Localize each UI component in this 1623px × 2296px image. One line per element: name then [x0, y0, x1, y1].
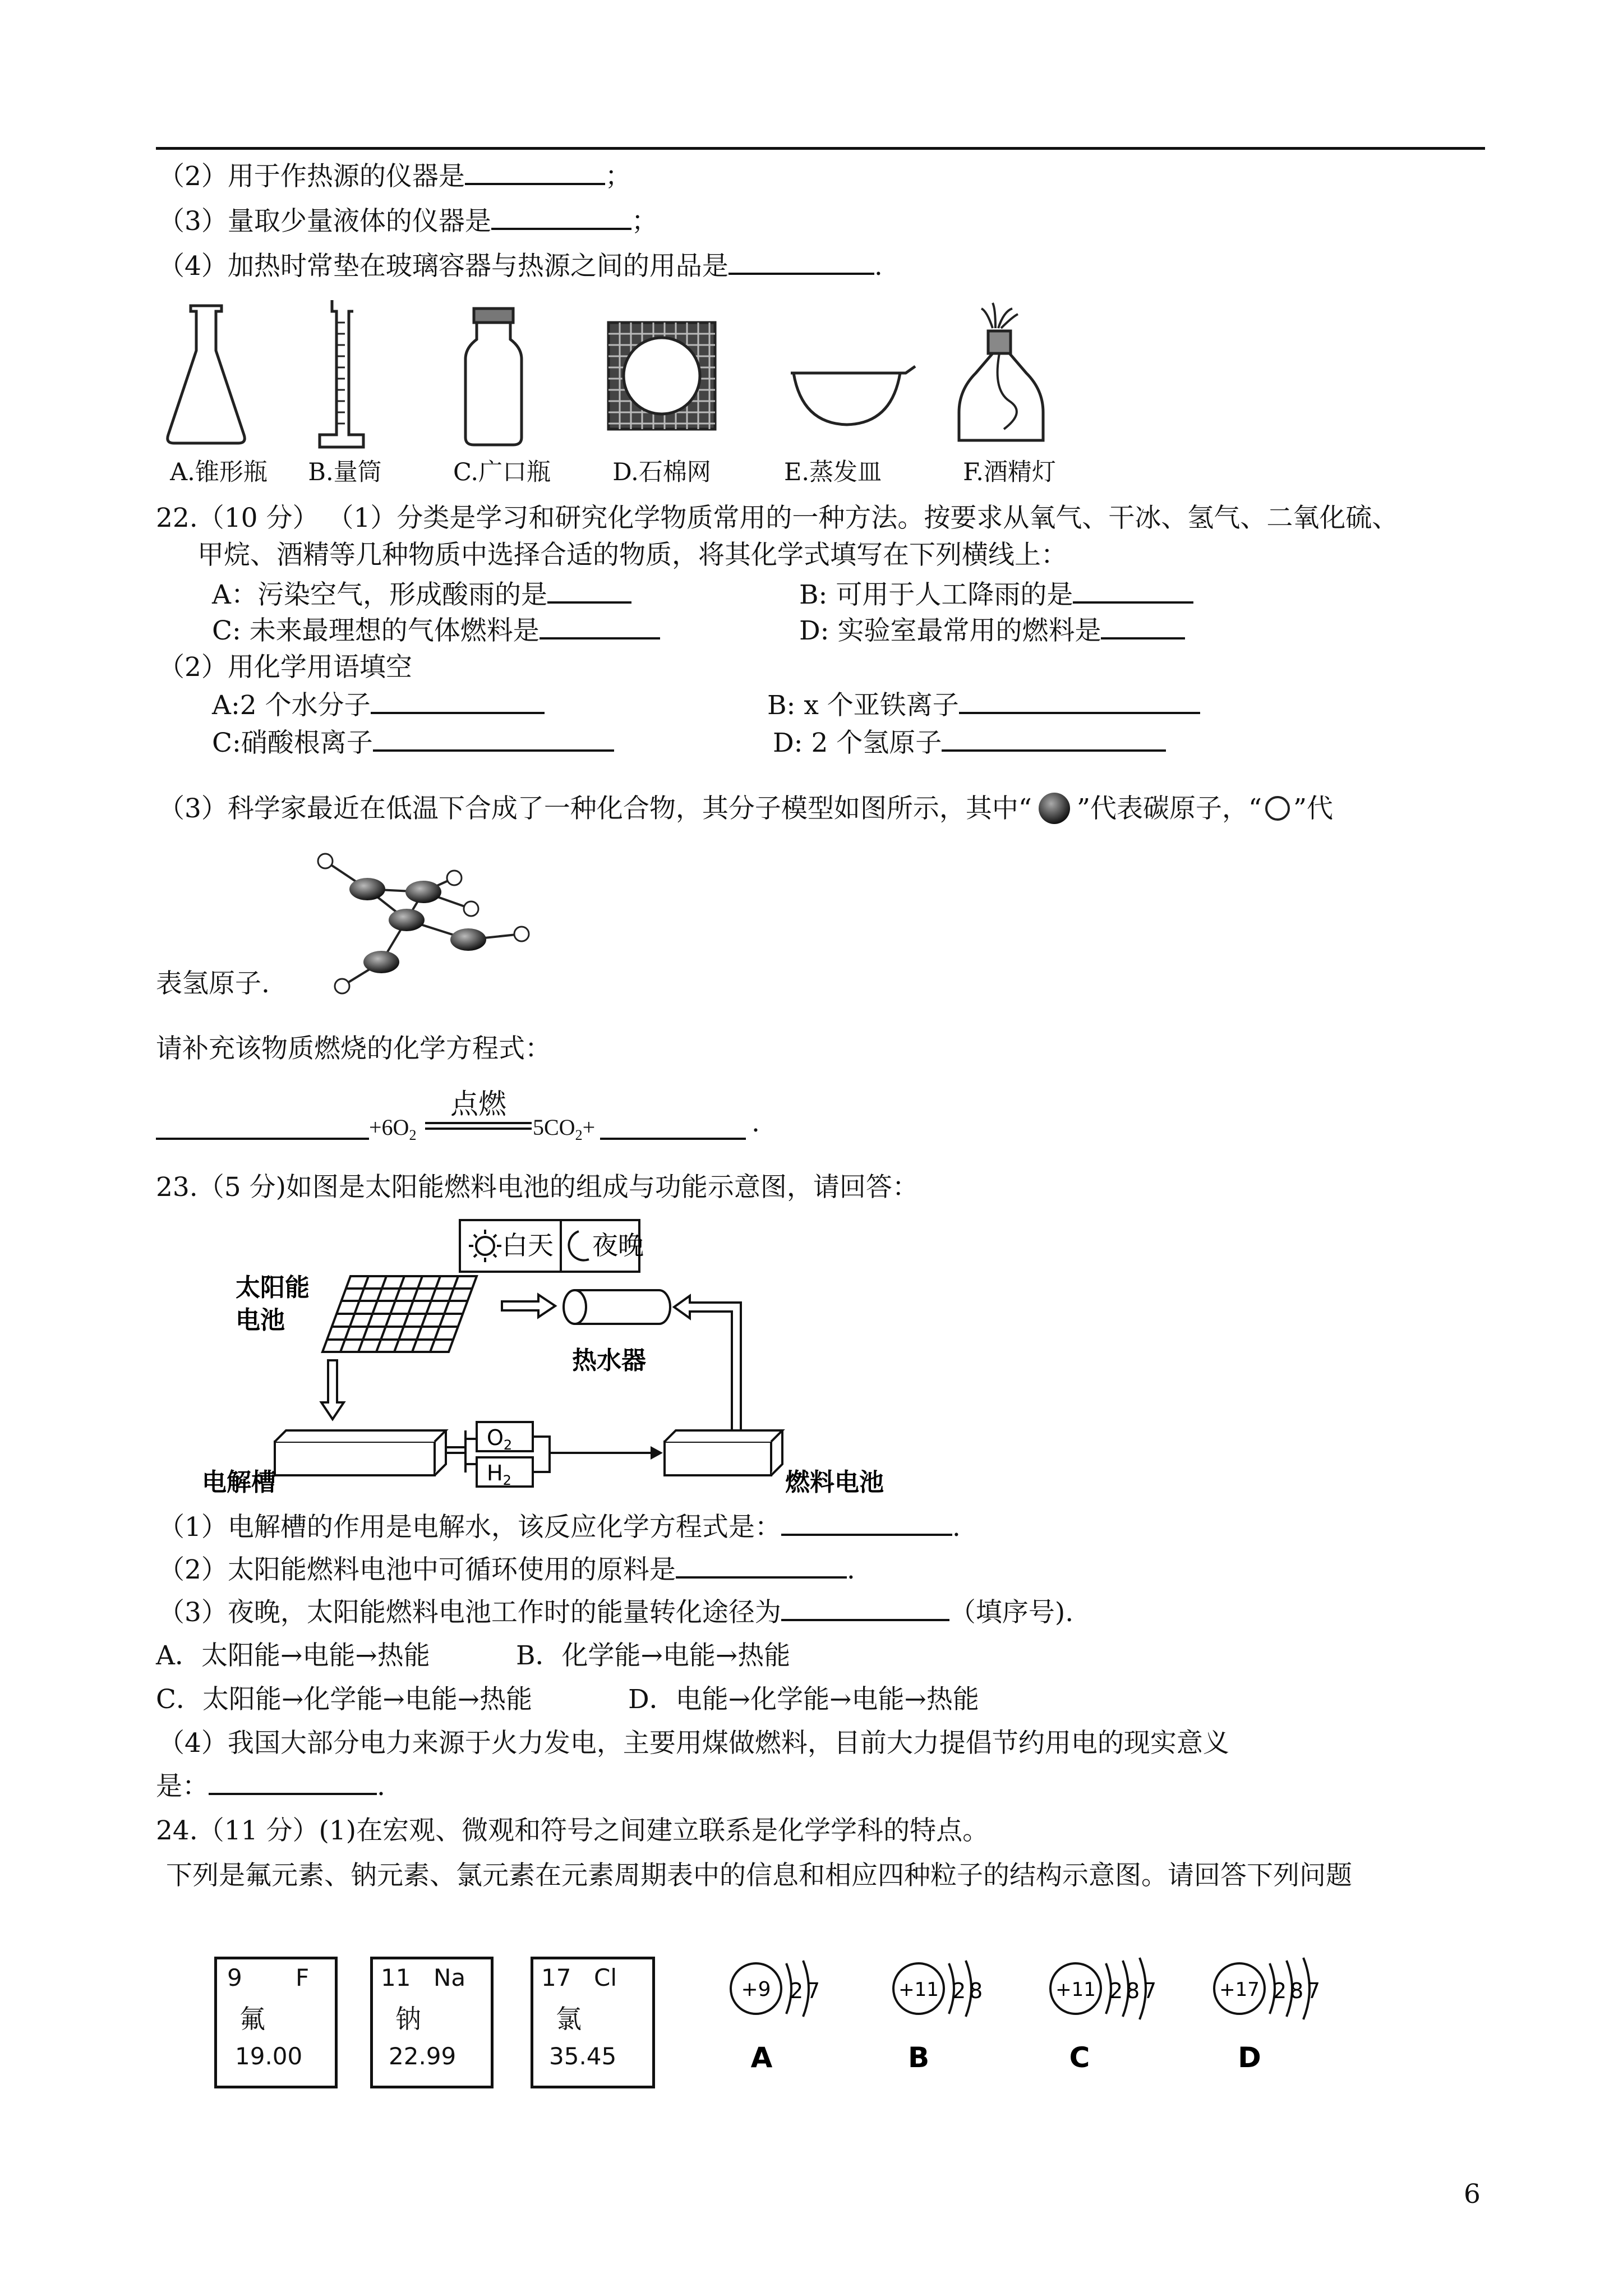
- shell-electrons: 7: [1307, 1978, 1321, 2003]
- answer-blank[interactable]: [156, 1113, 369, 1140]
- particle-structure-diagrams: [712, 1952, 1374, 2081]
- hydrogen-atom: [464, 901, 478, 916]
- particle-c-diagram: [1050, 1958, 1156, 2074]
- q23-part4: （4）我国大部分电力来源于火力发电，主要用煤做燃料，目前大力提倡节约用电的现实意义: [158, 1728, 1229, 1759]
- answer-blank[interactable]: [600, 1113, 746, 1140]
- equation-end: .: [751, 1107, 760, 1138]
- atomic-mass: 19.00: [235, 2042, 303, 2070]
- carbon-atom: [389, 909, 425, 931]
- wide-mouth-bottle-icon: [465, 309, 522, 445]
- electrolyzer-label: 电解槽: [202, 1468, 276, 1497]
- atomic-mass: 22.99: [389, 2042, 457, 2070]
- answer-blank[interactable]: [547, 577, 631, 604]
- answer-blank[interactable]: [1073, 577, 1193, 604]
- answer-blank[interactable]: [1101, 613, 1185, 639]
- q23-part4-cont: 是： .: [156, 1768, 385, 1805]
- carbon-atom: [363, 951, 399, 973]
- element-symbol: Cl: [594, 1964, 617, 1991]
- water-heater-icon: [564, 1290, 670, 1324]
- top-rule: [156, 147, 1485, 150]
- particle-b-diagram: [893, 1961, 983, 2074]
- element-card-fluorine: [214, 1957, 338, 2088]
- molecule-model: [314, 847, 583, 999]
- atomic-number: 17: [541, 1964, 571, 1991]
- instrument-label: B.量筒: [308, 458, 382, 486]
- element-name: 氟: [239, 2004, 265, 2034]
- q22-part2-d: D: 2 个氢原子: [773, 725, 1166, 761]
- nucleus-charge: +11: [1055, 1978, 1096, 2001]
- particle-a-diagram: [731, 1961, 820, 2074]
- q23-option-b: B．化学能→电能→热能: [516, 1640, 791, 1671]
- q22-item-d: D: 实验室最常用的燃料是: [799, 613, 1185, 649]
- q24-intro: 下列是氟元素、钠元素、氯元素在元素周期表中的信息和相应四种粒子的结构示意图。请回答下列问题: [166, 1860, 1352, 1891]
- shell-electrons: 7: [1143, 1978, 1157, 2003]
- graduated-cylinder-icon: [320, 300, 363, 447]
- hydrogen-atom: [514, 927, 529, 941]
- atomic-number: 11: [381, 1964, 411, 1991]
- q22-intro-line2: 甲烷、酒精等几种物质中选择合适的物质，将其化学式填写在下列横线上：: [197, 540, 1067, 570]
- answer-blank[interactable]: [371, 687, 545, 714]
- instrument-label: A.锥形瓶: [170, 458, 268, 486]
- answer-blank[interactable]: [373, 725, 614, 752]
- nucleus-charge: +17: [1219, 1978, 1260, 2001]
- q22-part2-b: B: x 个亚铁离子: [767, 687, 1200, 724]
- particle-label: D: [1238, 2041, 1261, 2074]
- q23-part3: （3）夜晚，太阳能燃料电池工作时的能量转化途径为 （填序号).: [158, 1594, 1073, 1631]
- answer-blank[interactable]: [540, 613, 660, 639]
- shell-electrons: 7: [806, 1978, 820, 2003]
- shell-electrons: 2: [790, 1978, 804, 2003]
- arrow-to-electrolyzer: [321, 1360, 344, 1419]
- asbestos-gauze-icon: [608, 323, 715, 429]
- fuel-cell-box: [665, 1430, 782, 1475]
- nucleus-charge: +11: [898, 1978, 939, 2001]
- night-label: 夜晚: [592, 1230, 644, 1260]
- reaction-condition: 点燃: [450, 1088, 506, 1120]
- answer-blank[interactable]: [465, 158, 605, 185]
- q22-part2-a: A:2 个水分子: [212, 687, 545, 724]
- instruments-figure: [151, 300, 1105, 480]
- q21-part4: （4）加热时常垫在玻璃容器与热源之间的用品是 .: [158, 248, 883, 284]
- equals-bar-top: [425, 1122, 532, 1124]
- carbon-atom: [349, 878, 385, 900]
- q23-part1: （1）电解槽的作用是电解水，该反应化学方程式是： .: [158, 1509, 961, 1545]
- conical-flask-icon: [168, 306, 245, 443]
- q23-title: 23.（5 分)如图是太阳能燃料电池的组成与功能示意图，请回答：: [156, 1172, 919, 1203]
- atomic-mass: 35.45: [549, 2042, 617, 2070]
- q23-option-c: C．太阳能→化学能→电能→热能: [156, 1684, 533, 1715]
- equation-co2: $5CO_2+$: [533, 1115, 596, 1143]
- hydrogen-atom: [335, 979, 349, 993]
- shell-electrons: 8: [969, 1978, 983, 2003]
- q22-part2: （2）用化学用语填空: [158, 652, 412, 683]
- q22-intro-line1: 22.（10 分） （1）分类是学习和研究化学物质常用的一种方法。按要求从氧气、干冰、氢气、二氧化硫、: [156, 503, 1399, 533]
- h2-label: $H_2$: [487, 1461, 511, 1488]
- answer-blank[interactable]: [728, 248, 874, 275]
- solar-panel-icon: [322, 1276, 477, 1352]
- alcohol-lamp-icon: [959, 303, 1043, 440]
- page-number: 6: [1464, 2179, 1481, 2210]
- shell-electrons: 2: [952, 1978, 966, 2003]
- element-name: 氯: [556, 2004, 582, 2034]
- instrument-label: E.蒸发皿: [783, 458, 882, 486]
- answer-blank[interactable]: [781, 1594, 949, 1621]
- combustion-equation: [156, 1083, 829, 1144]
- answer-blank[interactable]: [491, 203, 631, 230]
- q22-item-b: B: 可用于人工降雨的是: [799, 577, 1193, 613]
- q23-option-d: D．电能→化学能→电能→热能: [628, 1684, 979, 1715]
- element-symbol: F: [296, 1964, 310, 1991]
- evaporating-dish-icon: [791, 366, 915, 425]
- solar-label: 太阳能: [236, 1273, 310, 1302]
- fuelcell-label: 燃料电池: [785, 1468, 884, 1497]
- instrument-label: F.酒精灯: [963, 458, 1056, 486]
- element-name: 钠: [395, 2004, 421, 2034]
- equation-o2: $+6O_2$: [369, 1115, 417, 1143]
- q22-item-a: A：污染空气，形成酸雨的是: [212, 577, 631, 613]
- carbon-atom-icon: [1032, 793, 1077, 829]
- q21-part3: （3）量取少量液体的仪器是 ；: [158, 203, 658, 240]
- atomic-number: 9: [227, 1964, 242, 1991]
- element-symbol: Na: [434, 1964, 466, 1991]
- hydrogen-atom: [318, 854, 333, 868]
- instrument-label: C.广口瓶: [453, 458, 551, 486]
- q22-part3-cont: 表氢原子.: [156, 968, 270, 999]
- carbon-atom: [405, 881, 441, 903]
- particle-d-diagram: [1214, 1958, 1320, 2074]
- answer-blank[interactable]: [209, 1768, 377, 1795]
- shell-electrons: 8: [1290, 1978, 1304, 2003]
- q22-equation-prompt: 请补充该物质燃烧的化学方程式：: [156, 1033, 551, 1064]
- q24-title: 24.（11 分）(1)在宏观、微观和符号之间建立联系是化学学科的特点。: [156, 1815, 989, 1846]
- heater-label: 热水器: [572, 1346, 646, 1375]
- hydrogen-atom-icon: [1262, 793, 1293, 829]
- hydrogen-atom: [447, 871, 462, 885]
- carbon-atom: [450, 928, 486, 951]
- answer-blank[interactable]: [676, 1552, 847, 1579]
- shell-electrons: 8: [1126, 1978, 1140, 2003]
- particle-label: A: [750, 2041, 773, 2074]
- electrolyzer-box: [275, 1430, 446, 1475]
- equals-bar-bottom: [425, 1128, 532, 1130]
- q21-part2: （2）用于作热源的仪器是 ；: [158, 158, 631, 195]
- solar-label: 电池: [236, 1306, 285, 1335]
- instrument-label: D.石棉网: [612, 458, 711, 486]
- solar-fuel-cell-diagram: [202, 1217, 909, 1498]
- q22-item-c: C: 未来最理想的气体燃料是: [212, 613, 660, 649]
- answer-blank[interactable]: [942, 725, 1166, 752]
- q22-part2-c: C:硝酸根离子: [212, 725, 614, 761]
- o2-label: $O_2$: [487, 1425, 513, 1453]
- element-card-sodium: [370, 1957, 494, 2088]
- shell-electrons: 2: [1109, 1978, 1123, 2003]
- nucleus-charge: +9: [741, 1978, 771, 2001]
- q23-part2: （2）太阳能燃料电池中可循环使用的原料是 .: [158, 1552, 855, 1588]
- day-label: 白天: [502, 1230, 554, 1260]
- arrow-to-heater: [502, 1295, 555, 1317]
- shell-electrons: 2: [1273, 1978, 1287, 2003]
- q22-part3: （3）科学家最近在低温下合成了一种化合物，其分子模型如图所示，其中“ ”代表碳原子，“ ”代: [158, 791, 1333, 829]
- particle-label: C: [1069, 2041, 1090, 2074]
- q23-option-a: A．太阳能→电能→热能: [156, 1640, 430, 1671]
- particle-label: B: [907, 2041, 930, 2074]
- answer-blank[interactable]: [959, 687, 1200, 714]
- answer-blank[interactable]: [781, 1509, 952, 1536]
- element-card-chlorine: [531, 1957, 655, 2088]
